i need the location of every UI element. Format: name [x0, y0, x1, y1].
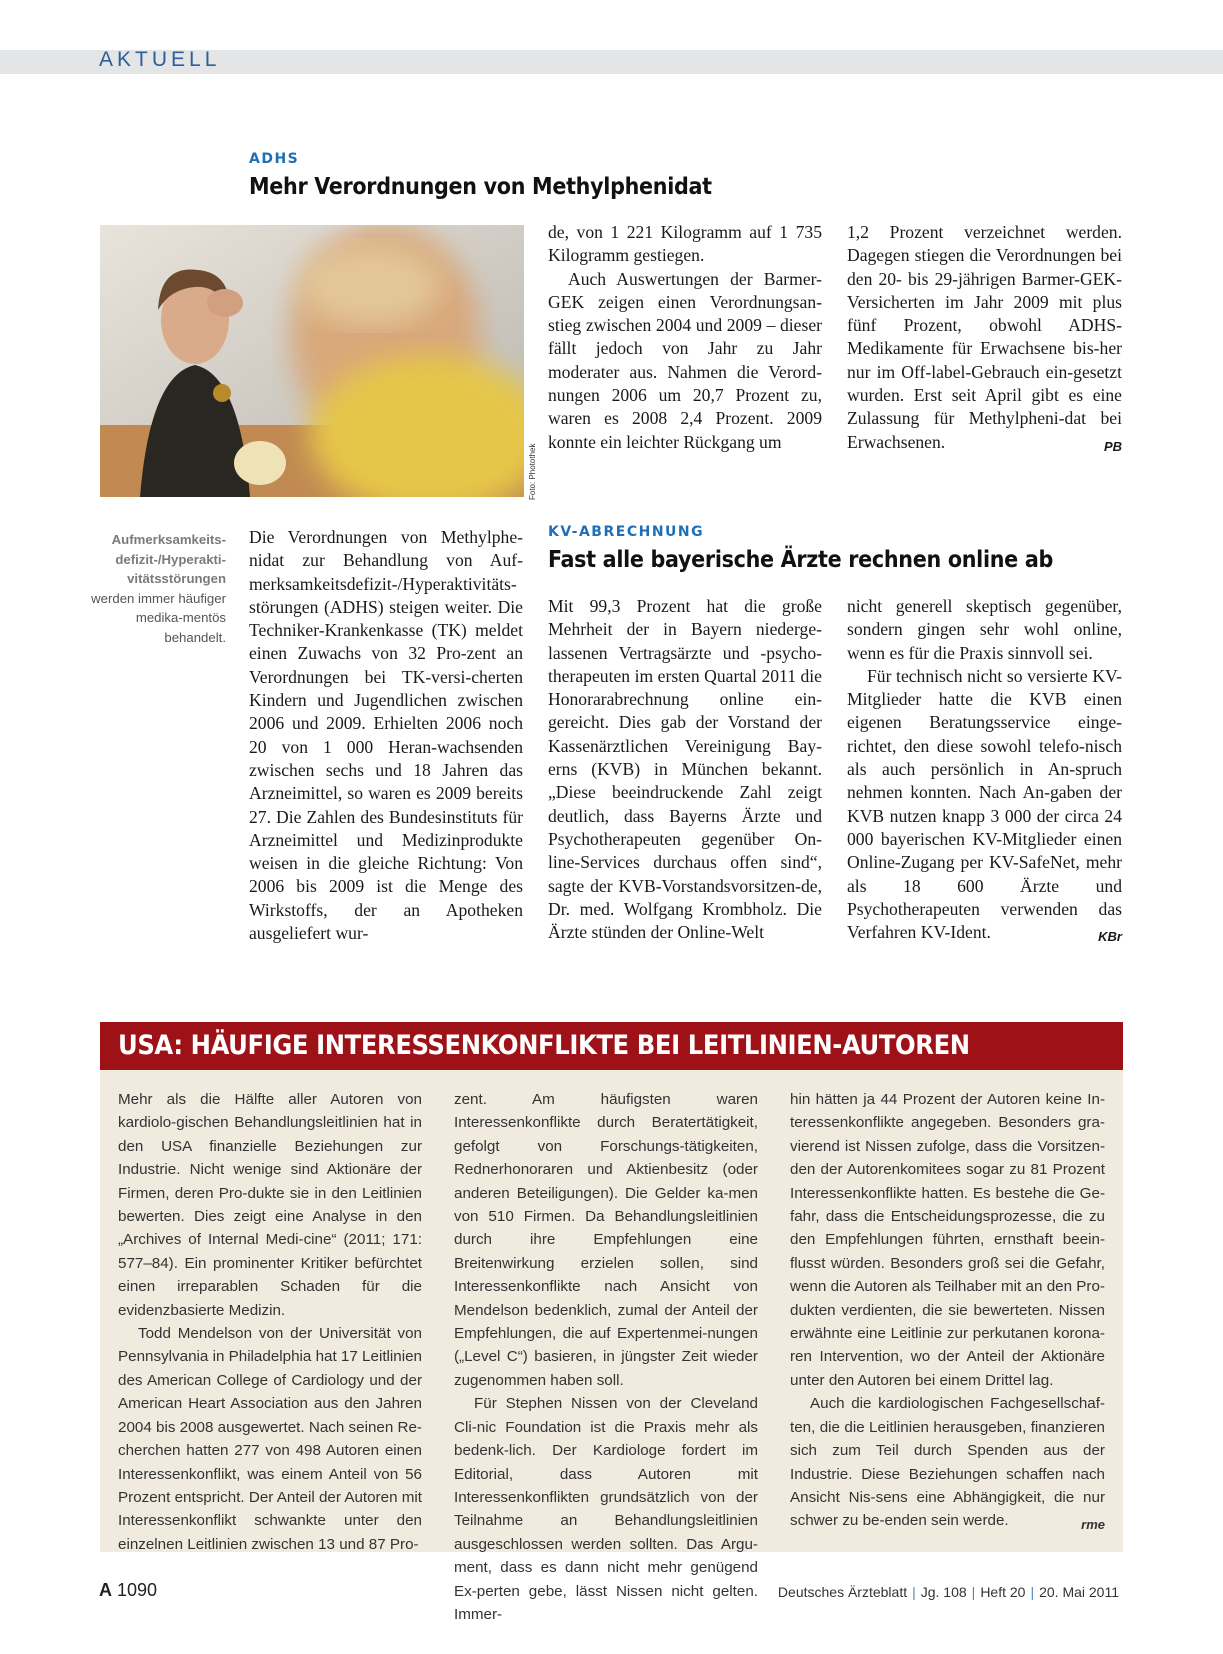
paragraph: nicht generell skeptisch gegenüber, sondern gingen sehr wohl online, wenn es für die Praxis sinnvoll sei. — [847, 596, 1122, 663]
author-signature: rme — [1081, 1517, 1105, 1533]
page-number — [99, 1580, 157, 1601]
article1-headline: Mehr Verordnungen von Methylphenidat — [249, 174, 712, 200]
article-photo — [100, 225, 524, 497]
journal-date: 20. Mai 2011 — [1039, 1584, 1119, 1600]
paragraph: zent. Am häufigsten waren Interessenkonflikte durch Beratertätigkeit, gefolgt von Forschungs-tätigkeiten, Rednerhonoraren und Aktienbesitz (oder anderen Beteiligungen). Die Gelder ka-men von 510 Firmen. Da Behandlungsleitlinien durch ihre Empfehlungen eine Breitenwirkung erzielen sollen, sind Interessenkonflikte nach Ansicht von Mendelson bedenklich, zumal der Anteil der Empfehlungen, die auf Expertenmei-nungen („Level C“) basieren, in jüngster Zeit wieder zugenommen haben soll. — [454, 1091, 758, 1389]
paragraph — [847, 665, 1122, 945]
article2-column-2 — [847, 595, 1122, 948]
paragraph: Auch Auswertungen der Barmer-GEK zeigen einen Verordnungsan-stieg zwischen 2004 und 2009 – dieser fällt jedoch von Jahr zu Jahr moderater aus. Nahmen die Verord-nungen 2006 um 20,7 Prozent zu, waren es 2008 2,4 Prozent. 2009 konnte ein leichter Rückgang um — [548, 268, 822, 452]
article1-column-1 — [249, 526, 523, 945]
paragraph-text: 1,2 Prozent verzeichnet werden. Dagegen stiegen die Verordnungen bei den 20- bis 29-jährigen Barmer-GEK-Versicherten im Jahr 2009 mit plus fünf Prozent, obwohl ADHS-Medikamente für Erwachsene bis-her nur im Off-label-Gebrauch ein-gesetzt wurden. Erst seit April gibt es eine Zulassung für Methylpheni-dat bei Erwachsenen. — [847, 222, 1122, 452]
photo-credit: Foto: Photothek — [528, 443, 537, 500]
article2-kicker: KV-ABRECHNUNG — [548, 524, 705, 540]
article2-headline: Fast alle bayerische Ärzte rechnen online ab — [548, 547, 1053, 573]
feature-box-title: USA: HÄUFIGE INTERESSENKONFLIKTE BEI LEITLINIEN-AUTOREN — [118, 1030, 970, 1061]
section-label: AKTUELL — [99, 48, 221, 71]
journal-volume: Jg. 108 — [920, 1584, 967, 1600]
footer-citation: Deutsches Ärzteblatt | Jg. 108 | Heft 20 | 20. Mai 2011 — [777, 1584, 1119, 1600]
page-prefix: A — [99, 1580, 112, 1600]
caption-bold: Aufmerksamkeits-defizit-/Hyperakti-vitätsstörungen — [111, 532, 226, 586]
paragraph: Todd Mendelson von der Universität von Pennsylvania in Philadelphia hat 17 Leitlinien des American College of Cardiology und der American Heart Association aus den Jahren 2004 bis 2008 ausgewertet. Nach seinen Re-cherchen hatten 277 von 498 Autoren einen Interessenkonflikt, was einem Anteil von 56 Prozent entspricht. Der Anteil der Autoren mit Interessenkonflikt schwankte unter den einzelnen Leitlinien zwischen 13 und 87 Pro- — [118, 1325, 422, 1553]
article1-kicker: ADHS — [249, 151, 300, 167]
author-signature: PB — [1103, 438, 1122, 454]
paragraph — [790, 1392, 1105, 1532]
paragraph — [847, 221, 1122, 454]
paragraph: Mehr als die Hälfte aller Autoren von kardiolo-gischen Behandlungsleitlinien hat in den USA finanzielle Beziehungen zur Industrie. Nicht wenige sind Aktionäre der Firmen, deren Pro-dukte sie in den Leitlinien bewerten. Dies zeigt eine Analyse in den „Archives of Internal Medi-cine“ (2011; 171: 577–84). Ein prominenter Kritiker befürchtet einen irreparablen Schaden für die evidenzbasierte Medizin. — [118, 1091, 422, 1319]
journal-name: Deutsches Ärzteblatt — [777, 1584, 908, 1600]
paragraph: Für Stephen Nissen von der Cleveland Cli-nic Foundation ist die Praxis mehr als bedenk-lich. Der Kardiologe fordert im Editorial, dass Autoren mit Interessenkonflikten grundsätzlich von der Teilnahme an Behandlungsleitlinien ausgeschlossen werden sollten. Das Argu-ment, dass es dann nicht mehr genügend Ex-perten gebe, lässt Nissen nicht gelten. Immer- — [454, 1395, 758, 1623]
paragraph-text: Auch die kardiologischen Fachgesellschaf-ten, die die Leitlinien herausgeben, finanzieren sich zum Teil durch Spenden aus der Industrie. Diese Beziehungen schaffen nach Ansicht Nis-sens eine Abhängigkeit, die nur schwer zu be-enden sein werde. — [790, 1395, 1105, 1530]
paragraph-text: Für technisch nicht so versierte KV-Mitglieder hatte die KVB einen eigenen Beratungsservice einge-richtet, den diese sowohl telefo-nisch als auch persönlich in An-spruch nehmen konnten. Nach An-gaben der KVB nutzen knapp 3 000 der circa 24 000 bayerischen KV-Mitglieder einen Online-Zugang per KV-SafeNet, mehr als 18 600 Ärzte und Psychotherapeuten verwenden das Verfahren KV-Ident. — [847, 665, 1122, 943]
caption-text: werden immer häufiger medika-mentös behandelt. — [91, 590, 226, 645]
article1-column-3 — [847, 221, 1122, 458]
paragraph: hin hätten ja 44 Prozent der Autoren keine In-teressenkonflikte angegeben. Besonders gra-vierend ist Nissen zufolge, dass die Vorsitzen-den der Autorenkomitees sogar zu 81 Prozent Interessenkonflikte hatten. Es bestehe die Ge-fahr, dass die Entscheidungsprozesse, die zu den Empfehlungen führten, ernsthaft beein-flusst würden. Besonders groß sei die Gefahr, wenn die Autoren als Teilhaber mit an den Pro-dukten verdienten, die sie bewerteten. Nissen erwähnte eine Leitlinie zur perkutanen korona-ren Intervention, wo der Anteil der Aktionäre unter den Autoren bei einem Drittel lag. — [790, 1091, 1105, 1389]
paragraph: Die Verordnungen von Methylphe-nidat zur Behandlung von Auf-merksamkeitsdefizit-/Hyperaktivitäts-störungen (ADHS) steigen weiter. Die Techniker-Krankenkasse (TK) meldet einen Zuwachs von 32 Pro-zent an Verordnungen bei TK-versi-cherten Kindern und Jugendlichen zwischen 2006 und 2009. Erhielten 2006 noch 20 von 1 000 Heran-wachsenden zwischen sechs und 18 Jahren das Arzneimittel, so waren es 2009 bereits 27. Die Zahlen des Bundesinstituts für Arzneimittel und Medizinprodukte weisen in die gleiche Richtung: Von 2006 bis 2009 ist die Menge des Wirkstoffs, der an Apotheken ausgeliefert wur- — [249, 527, 523, 944]
journal-issue: Heft 20 — [980, 1584, 1026, 1600]
box-column-3 — [790, 1088, 1105, 1537]
page-number-value: 1090 — [117, 1580, 158, 1600]
paragraph: Mit 99,3 Prozent hat die große Mehrheit der in Bayern niederge-lassenen Vertragsärzte und -psycho-therapeuten im ersten Quartal 2011 die Honorarabrechnung online ein-gereicht. Dies gab der Vorstand der Kassenärztlichen Vereinigung Bay-erns (KVB) in München bekannt. „Diese beeindruckende Zahl zeigt deutlich, dass Bayerns Ärzte und Psychotherapeuten gegenüber On-line-Services durchaus offen sind“, sagte der KVB-Vorstandsvorsitzen-de, Dr. med. Wolfgang Krombholz. Die Ärzte stünden der Online-Welt — [548, 596, 822, 943]
box-column-1 — [118, 1088, 422, 1556]
box-column-2 — [454, 1088, 758, 1626]
photo-caption — [86, 530, 226, 647]
paragraph: de, von 1 221 Kilogramm auf 1 735 Kilogramm gestiegen. — [548, 222, 822, 266]
author-signature: KBr — [1098, 929, 1122, 945]
article1-column-2 — [548, 221, 822, 454]
article2-column-1 — [548, 595, 822, 944]
